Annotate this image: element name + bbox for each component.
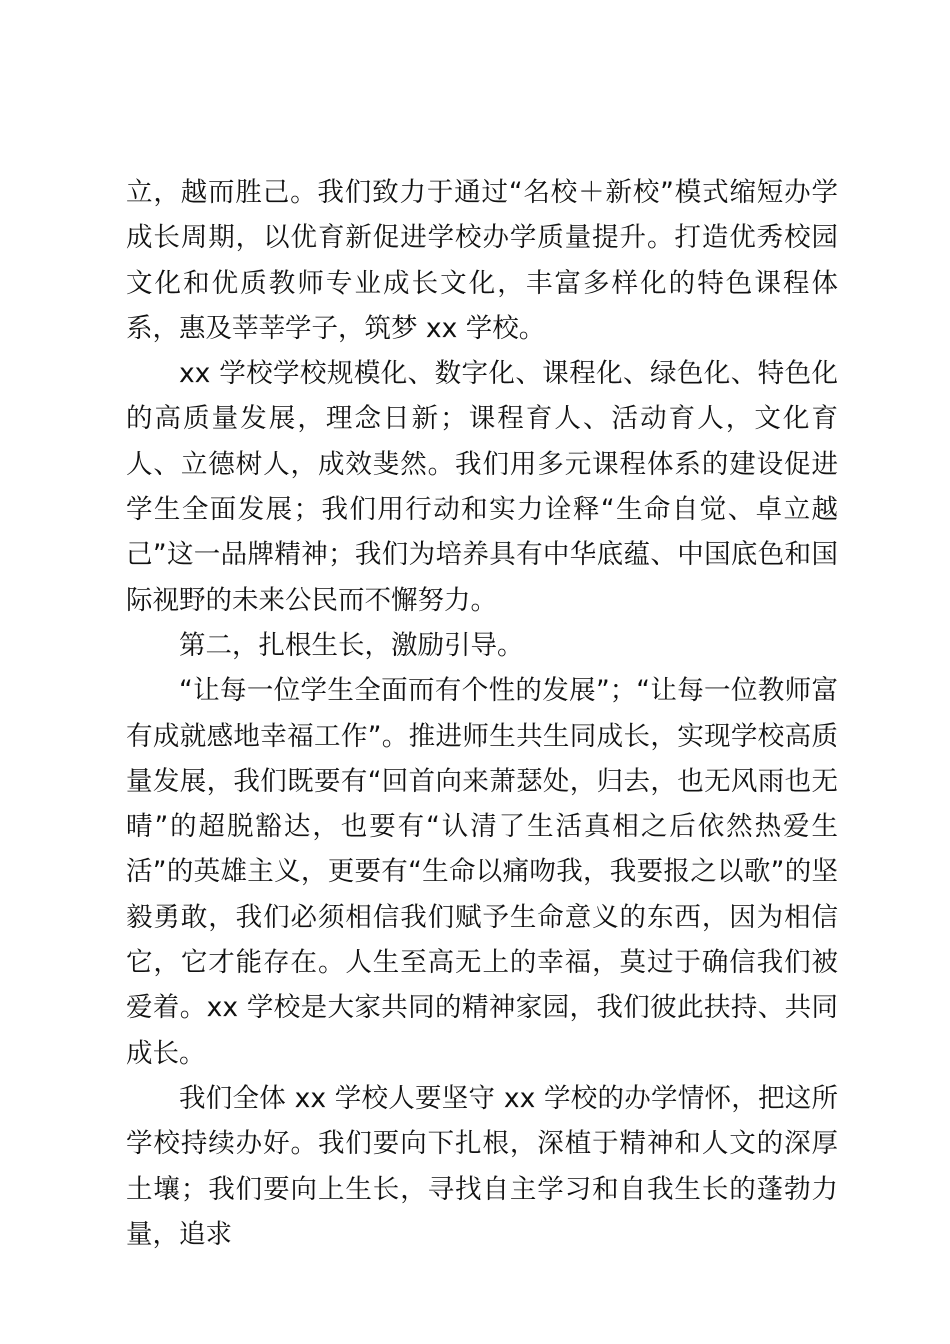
document-body [126, 170, 838, 1257]
paragraph-5: 我们全体 xx 学校人要坚守 xx 学校的办学情怀，把这所学校持续办好。我们要向下扎根，深植于精神和人文的深厚土壤；我们要向上生长，寻找自主学习和自我生长的蓬勃力量，追求 [126, 1082, 838, 1250]
paragraph-2: xx 学校学校规模化、数字化、课程化、绿色化、特色化的高质量发展，理念日新；课程育人、活动育人，文化育人、立德树人，成效斐然。我们用多元课程体系的建设促进学生全面发展；我们用行动和实力诠释“生命自觉、卓立越己”这一品牌精神；我们为培养具有中华底蕴、中国底色和国际视野的未来公民而不懈努力。 [126, 358, 838, 616]
paragraph-3-heading: 第二，扎根生长，激励引导。 [179, 629, 524, 661]
paragraph-4: “让每一位学生全面而有个性的发展”；“让每一位教师富有成就感地幸福工作”。推进师生共生同成长，实现学校高质量发展，我们既要有“回首向来萧瑟处，归去，也无风雨也无晴”的超脱豁达，也要有“认清了生活真相之后依然热爱生活”的英雄主义，更要有“生命以痛吻我，我要报之以歌”的坚毅勇敢，我们必须相信我们赋予生命意义的东西，因为相信它，它才能存在。人生至高无上的幸福，莫过于确信我们被爱着。xx 学校是大家共同的精神家园，我们彼此扶持、共同成长。 [126, 675, 838, 1069]
paragraph-1: 立，越而胜己。我们致力于通过“名校＋新校”模式缩短办学成长周期，以优育新促进学校办学质量提升。打造优秀校园文化和优质教师专业成长文化，丰富多样化的特色课程体系，惠及莘莘学子，筑梦 xx 学校。 [126, 177, 838, 344]
